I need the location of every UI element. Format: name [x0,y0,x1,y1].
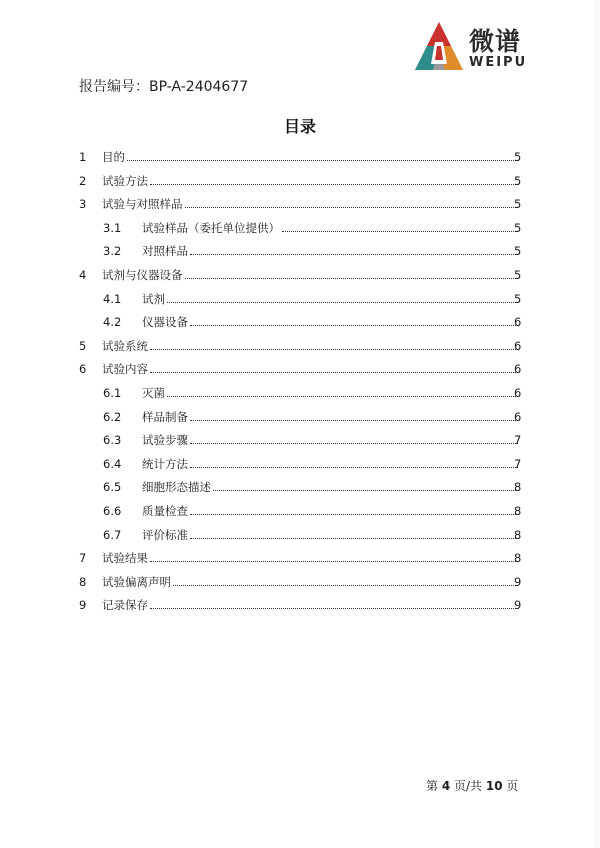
toc-entry[interactable] [0,406,600,430]
toc-dot-leader [167,395,518,397]
toc-entry-number: 6.2 [103,409,122,424]
toc-dot-leader [150,607,518,609]
toc-entry-text [142,406,518,430]
toc-entry-text [142,500,518,524]
toc-entry[interactable] [0,335,600,359]
toc-entry-text [142,311,518,335]
toc-entry-number: 5 [79,338,87,353]
toc-entry-page: 8 [514,480,522,495]
toc-entry-page: 8 [514,527,522,542]
toc-entry-text [142,240,518,264]
logo-chinese-name: 微谱 [469,27,522,56]
toc-entry[interactable] [0,288,600,312]
toc-dot-leader [190,324,518,326]
logo-english-name: WEIPU [469,55,528,70]
toc-entry[interactable] [0,382,600,406]
toc-entry-label: 灭菌 [142,385,165,400]
toc-entry-page: 6 [514,362,522,377]
toc-entry-number: 3 [79,197,87,212]
toc-dot-leader [185,206,519,208]
toc-title: 目录 [283,117,316,136]
toc-entry-page: 5 [514,267,522,282]
toc-entry-number: 3.1 [103,220,122,235]
toc-entry-text [142,429,518,453]
toc-entry[interactable] [0,217,600,241]
toc-dot-leader [190,466,518,468]
toc-entry-text [102,594,518,618]
toc-entry-number: 6.6 [103,503,122,518]
toc-entry-number: 3.2 [103,244,122,259]
toc-entry-number: 6.7 [103,527,122,542]
table-of-contents [0,146,600,618]
toc-entry-page: 5 [514,220,522,235]
toc-entry-label: 统计方法 [142,456,188,471]
toc-dot-leader [167,301,518,303]
toc-entry-number: 8 [79,574,87,589]
toc-dot-leader [190,537,518,539]
toc-dot-leader [190,419,518,421]
toc-entry-text [102,547,518,571]
toc-entry-page: 5 [514,291,522,306]
toc-entry-text [102,146,518,170]
toc-entry-page: 5 [514,244,522,259]
toc-entry-text [102,358,518,382]
toc-entry[interactable] [0,170,600,194]
toc-entry-text [142,288,518,312]
toc-entry[interactable] [0,264,600,288]
page-footer [426,777,518,794]
toc-entry-label: 对照样品 [142,244,188,259]
toc-entry[interactable] [0,311,600,335]
toc-dot-leader [190,253,518,255]
toc-entry-number: 6.4 [103,456,122,471]
toc-entry-page: 5 [514,197,522,212]
footer-total-pages: 10 [485,779,503,793]
toc-entry-text [142,217,518,241]
toc-entry-number: 6.1 [103,385,122,400]
toc-dot-leader [173,584,518,586]
toc-entry[interactable] [0,594,600,618]
toc-entry-number: 4.2 [103,315,122,330]
toc-entry-label: 试验结果 [102,551,148,566]
toc-entry-page: 8 [514,503,522,518]
toc-entry-text [142,476,518,500]
toc-entry-label: 目的 [102,150,125,164]
toc-entry[interactable] [0,429,600,453]
toc-entry[interactable] [0,571,600,595]
toc-entry-label: 试验步骤 [142,433,188,448]
toc-dot-leader [150,371,518,373]
company-logo [413,18,533,76]
toc-entry-label: 试验偏离声明 [102,574,171,589]
toc-entry-page: 5 [514,173,522,188]
scan-edge [594,0,600,848]
toc-entry[interactable] [0,476,600,500]
toc-entry-page: 9 [514,574,522,589]
toc-entry-number: 9 [79,598,87,613]
toc-entry-number: 4 [79,267,87,282]
toc-entry-label: 试剂 [142,291,165,306]
toc-entry-label: 仪器设备 [142,315,188,330]
toc-entry[interactable] [0,547,600,571]
toc-entry-label: 试剂与仪器设备 [102,267,183,282]
toc-entry[interactable] [0,453,600,477]
toc-entry-label: 细胞形态描述 [142,480,211,495]
toc-dot-leader [185,277,519,279]
toc-entry-label: 评价标准 [142,527,188,542]
toc-entry[interactable] [0,146,600,170]
toc-entry-label: 记录保存 [102,598,148,613]
toc-entry-page: 7 [514,456,522,471]
toc-entry[interactable] [0,500,600,524]
toc-dot-leader [190,442,518,444]
toc-dot-leader [282,230,518,232]
toc-entry-number: 7 [79,551,87,566]
footer-prefix: 第 [426,779,442,793]
footer-suffix: 页 [502,779,519,793]
toc-entry-label: 样品制备 [142,409,188,424]
toc-dot-leader [150,560,518,562]
report-number: 报告编号：BP-A-2404677 [79,79,249,95]
toc-entry-page: 6 [514,315,522,330]
toc-entry-page: 8 [514,551,522,566]
toc-entry-page: 9 [514,598,522,613]
toc-dot-leader [150,183,518,185]
toc-entry[interactable] [0,358,600,382]
toc-entry-label: 试验样品（委托单位提供） [142,220,280,235]
toc-entry-text [102,170,518,194]
toc-entry-text [142,453,518,477]
toc-entry-number: 2 [79,173,87,188]
toc-entry-number: 6 [79,362,87,377]
toc-entry-page: 6 [514,338,522,353]
toc-entry-page: 7 [514,433,522,448]
toc-entry-label: 试验与对照样品 [102,197,183,212]
toc-entry-number: 6.5 [103,480,122,495]
toc-entry-label: 试验系统 [102,338,148,353]
toc-entry-page: 6 [514,385,522,400]
toc-dot-leader [127,159,518,161]
footer-middle: 页/共 [450,779,486,793]
toc-entry[interactable] [0,193,600,217]
toc-entry-text [102,193,518,217]
toc-entry-text [102,264,518,288]
toc-entry-label: 试验方法 [102,173,148,188]
toc-dot-leader [213,489,518,491]
toc-dot-leader [190,513,518,515]
weipu-logo-icon [413,20,465,72]
toc-entry-text [102,335,518,359]
toc-entry[interactable] [0,524,600,548]
footer-current-page: 4 [441,779,451,793]
toc-entry-text [142,524,518,548]
toc-dot-leader [150,348,518,350]
toc-entry-number: 6.3 [103,433,122,448]
toc-entry-page: 6 [514,409,522,424]
toc-entry[interactable] [0,240,600,264]
toc-entry-text [102,571,518,595]
toc-entry-number: 4.1 [103,291,122,306]
toc-entry-label: 质量检查 [142,503,188,518]
toc-entry-number: 1 [79,150,87,164]
toc-entry-label: 试验内容 [102,362,148,377]
toc-entry-page: 5 [514,150,522,164]
toc-entry-text [142,382,518,406]
